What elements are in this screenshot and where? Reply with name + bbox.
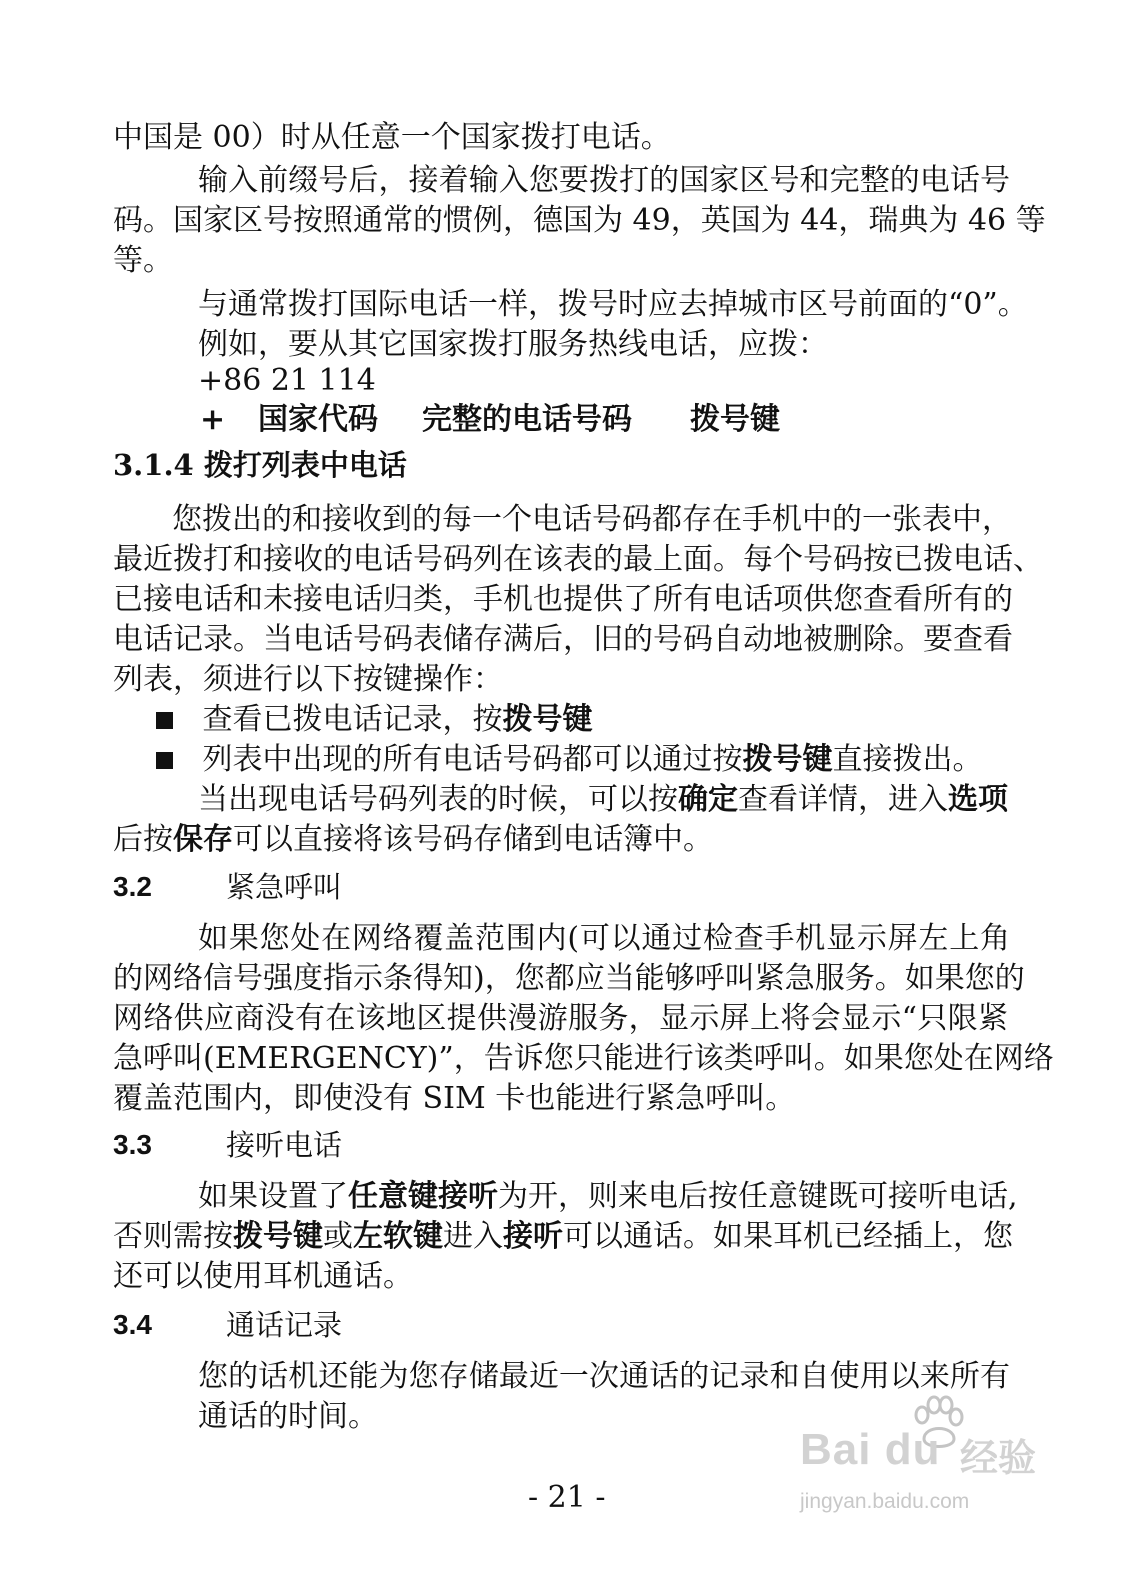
body-line: 网络供应商没有在该地区提供漫游服务，显示屏上将会显示“只限紧 (113, 1001, 1008, 1036)
body-line: 等。 (113, 243, 173, 278)
page-number: - 21 - (528, 1480, 606, 1515)
bullet-bold-term: 拨号键 (502, 702, 593, 737)
baidu-watermark (800, 1395, 1050, 1535)
body-line: 覆盖范围内，即使没有 SIM 卡也能进行紧急呼叫。 (113, 1081, 796, 1116)
text-run: 可以通话。如果耳机已经插上，您 (563, 1219, 1013, 1254)
body-line: 已接电话和未接电话归类，手机也提供了所有电话项供您查看所有的 (113, 582, 1013, 617)
watermark-cn: 经验 (960, 1436, 1037, 1480)
bullet-text: 列表中出现的所有电话号码都可以通过按 (202, 742, 743, 777)
body-line: 还可以使用耳机通话。 (113, 1259, 413, 1294)
dial-format-plus: + (200, 402, 226, 437)
section-number-3-4: 3.4 (113, 1309, 152, 1340)
body-line: 如果您处在网络覆盖范围内(可以通过检查手机显示屏左上角 (198, 921, 1010, 956)
text-run: 后按 (113, 822, 173, 857)
bold-term: 左软键 (353, 1219, 443, 1254)
bullet-text: 直接拨出。 (832, 742, 983, 777)
section-heading-3-1-4: 3.1.4 拨打列表中电话 (113, 448, 407, 482)
watermark-url: jingyan.baidu.com (800, 1490, 970, 1513)
body-line (198, 1177, 1018, 1217)
body-line: 电话记录。当电话号码表储存满后，旧的号码自动地被删除。要查看 (113, 622, 1013, 657)
body-line (198, 780, 1008, 820)
section-number-3-3: 3.3 (113, 1129, 152, 1160)
bullet-square-icon (156, 712, 173, 729)
body-line: 例如，要从其它国家拨打服务热线电话，应拨： (198, 327, 828, 362)
body-line (113, 1217, 1013, 1257)
section-title-3-2: 紧急呼叫 (226, 870, 343, 904)
text-run: 否则需按 (113, 1219, 233, 1254)
body-line: 您拨出的和接收到的每一个电话号码都存在手机中的一张表中， (172, 502, 1012, 537)
text-run: 为开，则来电后按任意键既可接听电话, (498, 1179, 1018, 1214)
body-line: 输入前缀号后，接着输入您要拨打的国家区号和完整的电话号 (198, 163, 1010, 198)
dial-format-dial-key: 拨号键 (690, 402, 780, 437)
text-run: 可以直接将该号码存储到电话簿中。 (233, 822, 713, 857)
watermark-brand: Bai du (800, 1425, 941, 1474)
dial-format-country-code: 国家代码 (258, 402, 378, 437)
section-title-3-4: 通话记录 (226, 1308, 343, 1342)
section-number-3-2: 3.2 (113, 871, 152, 902)
bullet-square-icon (156, 752, 173, 769)
body-line: 您的话机还能为您存储最近一次通话的记录和自使用以来所有 (198, 1359, 1010, 1394)
bold-term: 确定 (678, 782, 738, 817)
text-run: 如果设置了 (198, 1179, 348, 1214)
example-number: +86 21 114 (198, 363, 376, 398)
bullet-item (156, 700, 593, 740)
bullet-text: 查看已拨电话记录，按 (202, 702, 503, 737)
bold-term: 拨号键 (233, 1219, 323, 1254)
body-line: 码。国家区号按照通常的惯例，德国为 49，英国为 44，瑞典为 46 等 (113, 203, 1046, 238)
bullet-item (156, 740, 983, 780)
text-run: 或 (323, 1219, 353, 1254)
body-line: 的网络信号强度指示条得知)，您都应当能够呼叫紧急服务。如果您的 (113, 961, 1025, 996)
body-line: 通话的时间。 (198, 1399, 378, 1434)
body-line: 最近拨打和接收的电话号码列在该表的最上面。每个号码按已拨电话、 (113, 542, 1043, 577)
text-run: 当出现电话号码列表的时候，可以按 (198, 782, 678, 817)
section-title-3-3: 接听电话 (226, 1128, 343, 1162)
body-line: 急呼叫(EMERGENCY)”，告诉您只能进行该类呼叫。如果您处在网络 (113, 1041, 1054, 1076)
bullet-bold-term: 拨号键 (742, 742, 833, 777)
body-line: 中国是 00）时从任意一个国家拨打电话。 (113, 120, 671, 155)
body-line: 与通常拨打国际电话一样，拨号时应去掉城市区号前面的“0”。 (198, 287, 1028, 322)
bold-term: 任意键接听 (348, 1179, 498, 1214)
bold-term: 选项 (948, 782, 1008, 817)
bold-term: 接听 (503, 1219, 563, 1254)
bold-term: 保存 (173, 822, 233, 857)
dial-format-full-number: 完整的电话号码 (422, 402, 632, 437)
text-run: 进入 (443, 1219, 503, 1254)
body-line (113, 820, 713, 860)
text-run: 查看详情，进入 (738, 782, 948, 817)
body-line: 列表，须进行以下按键操作： (113, 662, 503, 697)
